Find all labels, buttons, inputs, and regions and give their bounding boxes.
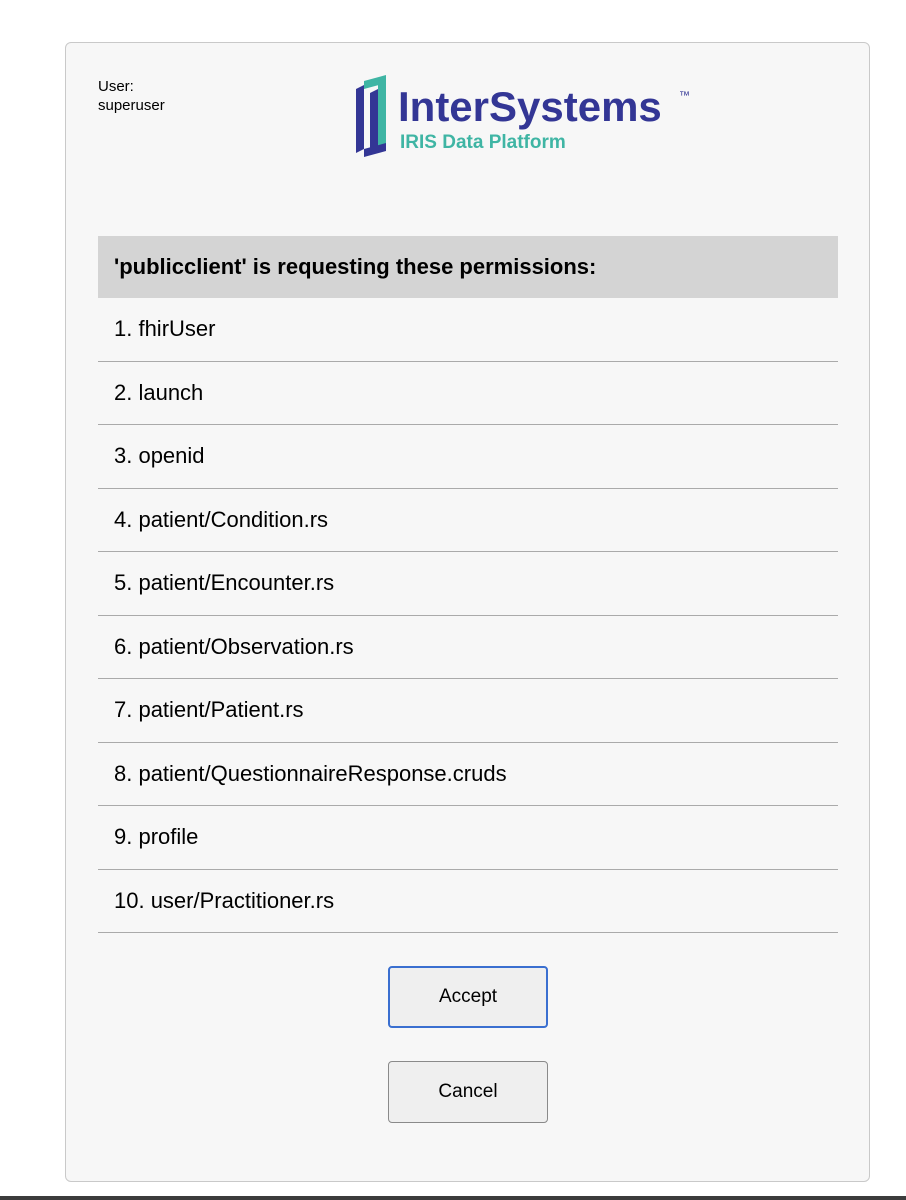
permission-item: 6. patient/Observation.rs <box>98 616 838 680</box>
logo-product-text: IRIS Data Platform <box>400 132 566 153</box>
user-name: superuser <box>98 97 165 114</box>
permission-item: 7. patient/Patient.rs <box>98 679 838 743</box>
logo-trademark: ™ <box>679 90 690 102</box>
permission-item: 10. user/Practitioner.rs <box>98 870 838 934</box>
intersystems-logo <box>356 75 696 159</box>
permissions-list <box>98 298 838 933</box>
permission-item: 8. patient/QuestionnaireResponse.cruds <box>98 743 838 807</box>
permission-item: 9. profile <box>98 806 838 870</box>
consent-card <box>65 42 870 1182</box>
permission-item: 1. fhirUser <box>98 298 838 362</box>
user-info <box>98 77 165 115</box>
logo-graphic <box>356 75 696 159</box>
permissions-header: 'publicclient' is requesting these permissions: <box>98 236 838 298</box>
logo-brand-text: InterSystems <box>398 83 662 130</box>
accept-button[interactable]: Accept <box>388 966 548 1028</box>
bottom-edge-bar <box>0 1196 906 1200</box>
logo-mark-icon <box>356 75 386 159</box>
permission-item: 5. patient/Encounter.rs <box>98 552 838 616</box>
permission-item: 2. launch <box>98 362 838 426</box>
permission-item: 3. openid <box>98 425 838 489</box>
permission-item: 4. patient/Condition.rs <box>98 489 838 553</box>
cancel-button[interactable]: Cancel <box>388 1061 548 1123</box>
user-label: User: <box>98 78 134 95</box>
